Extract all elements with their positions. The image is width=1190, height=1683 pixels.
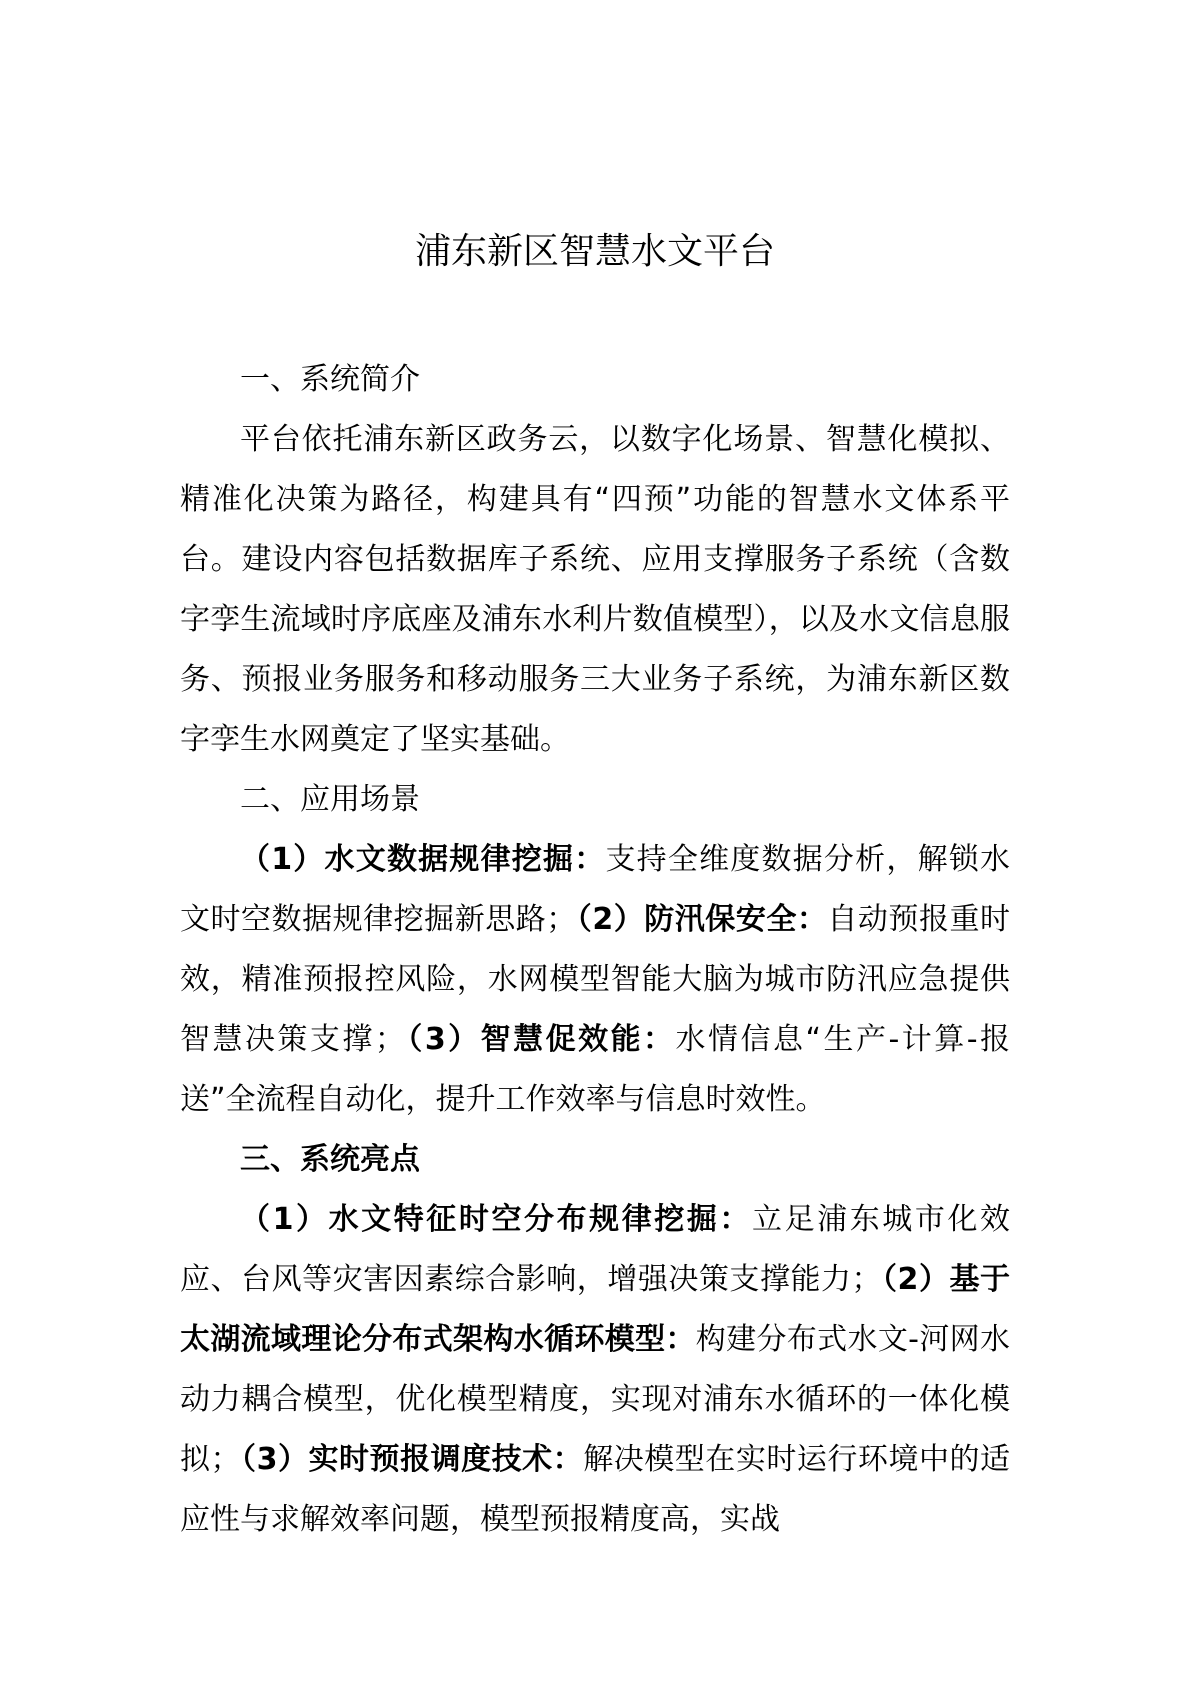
section-heading-highlights: 三、系统亮点 xyxy=(240,1142,420,1177)
scenario-text-1: 支持全维度数据分析，解锁水文时空数据规律挖掘新思路； xyxy=(180,842,1010,937)
section-paragraph-intro: 平台依托浦东新区政务云，以数字化场景、智慧化模拟、精准化决策为路径，构建具有“四预”功能的智慧水文体系平台。建设内容包括数据库子系统、应用支撑服务子系统（含数字孪生流域时序底座及浦东水利片数值模型），以及水文信息服务、预报业务服务和移动服务三大业务子系统，为浦东新区数字孪生水网奠定了坚实基础。 xyxy=(180,422,1010,757)
scenario-label-3: （3）智慧促效能： xyxy=(404,1022,676,1057)
section-paragraph-scenarios xyxy=(180,830,1010,1130)
document-title: 浦东新区智慧水文平台 xyxy=(414,231,775,272)
highlight-label-2: （2）基于太湖流域理论分布式架构水循环模型： xyxy=(180,1262,1011,1357)
section-heading-scenarios: 二、应用场景 xyxy=(240,782,420,817)
highlight-text-2: 构建分布式水文-河网水动力耦合模型，优化模型精度，实现对浦东水循环的一体化模拟； xyxy=(180,1322,1011,1477)
highlight-label-3: （3）实时预报调度技术： xyxy=(240,1442,584,1477)
section-heading-intro: 一、系统简介 xyxy=(240,362,420,397)
highlight-text-1: 立足浦东城市化效应、台风等灾害因素综合影响，增强决策支撑能力； xyxy=(180,1202,1011,1297)
document-body xyxy=(180,350,1010,1550)
highlight-label-1: （1）水文特征时空分布规律挖掘： xyxy=(240,1202,753,1237)
scenario-text-3: 水情信息“生产-计算-报送”全流程自动化，提升工作效率与信息时效性。 xyxy=(180,1022,1011,1117)
highlight-text-3: 解决模型在实时运行环境中的适应性与求解效率问题，模型预报精度高，实战 xyxy=(180,1442,1011,1537)
scenario-label-1: （1）水文数据规律挖掘： xyxy=(240,842,606,877)
scenario-text-2: 自动预报重时效，精准预报控风险，水网模型智能大脑为城市防汛应急提供智慧决策支撑； xyxy=(180,902,1011,1057)
scenario-label-2: （2）防汛保安全： xyxy=(576,902,828,937)
section-paragraph-highlights xyxy=(180,1190,1010,1550)
